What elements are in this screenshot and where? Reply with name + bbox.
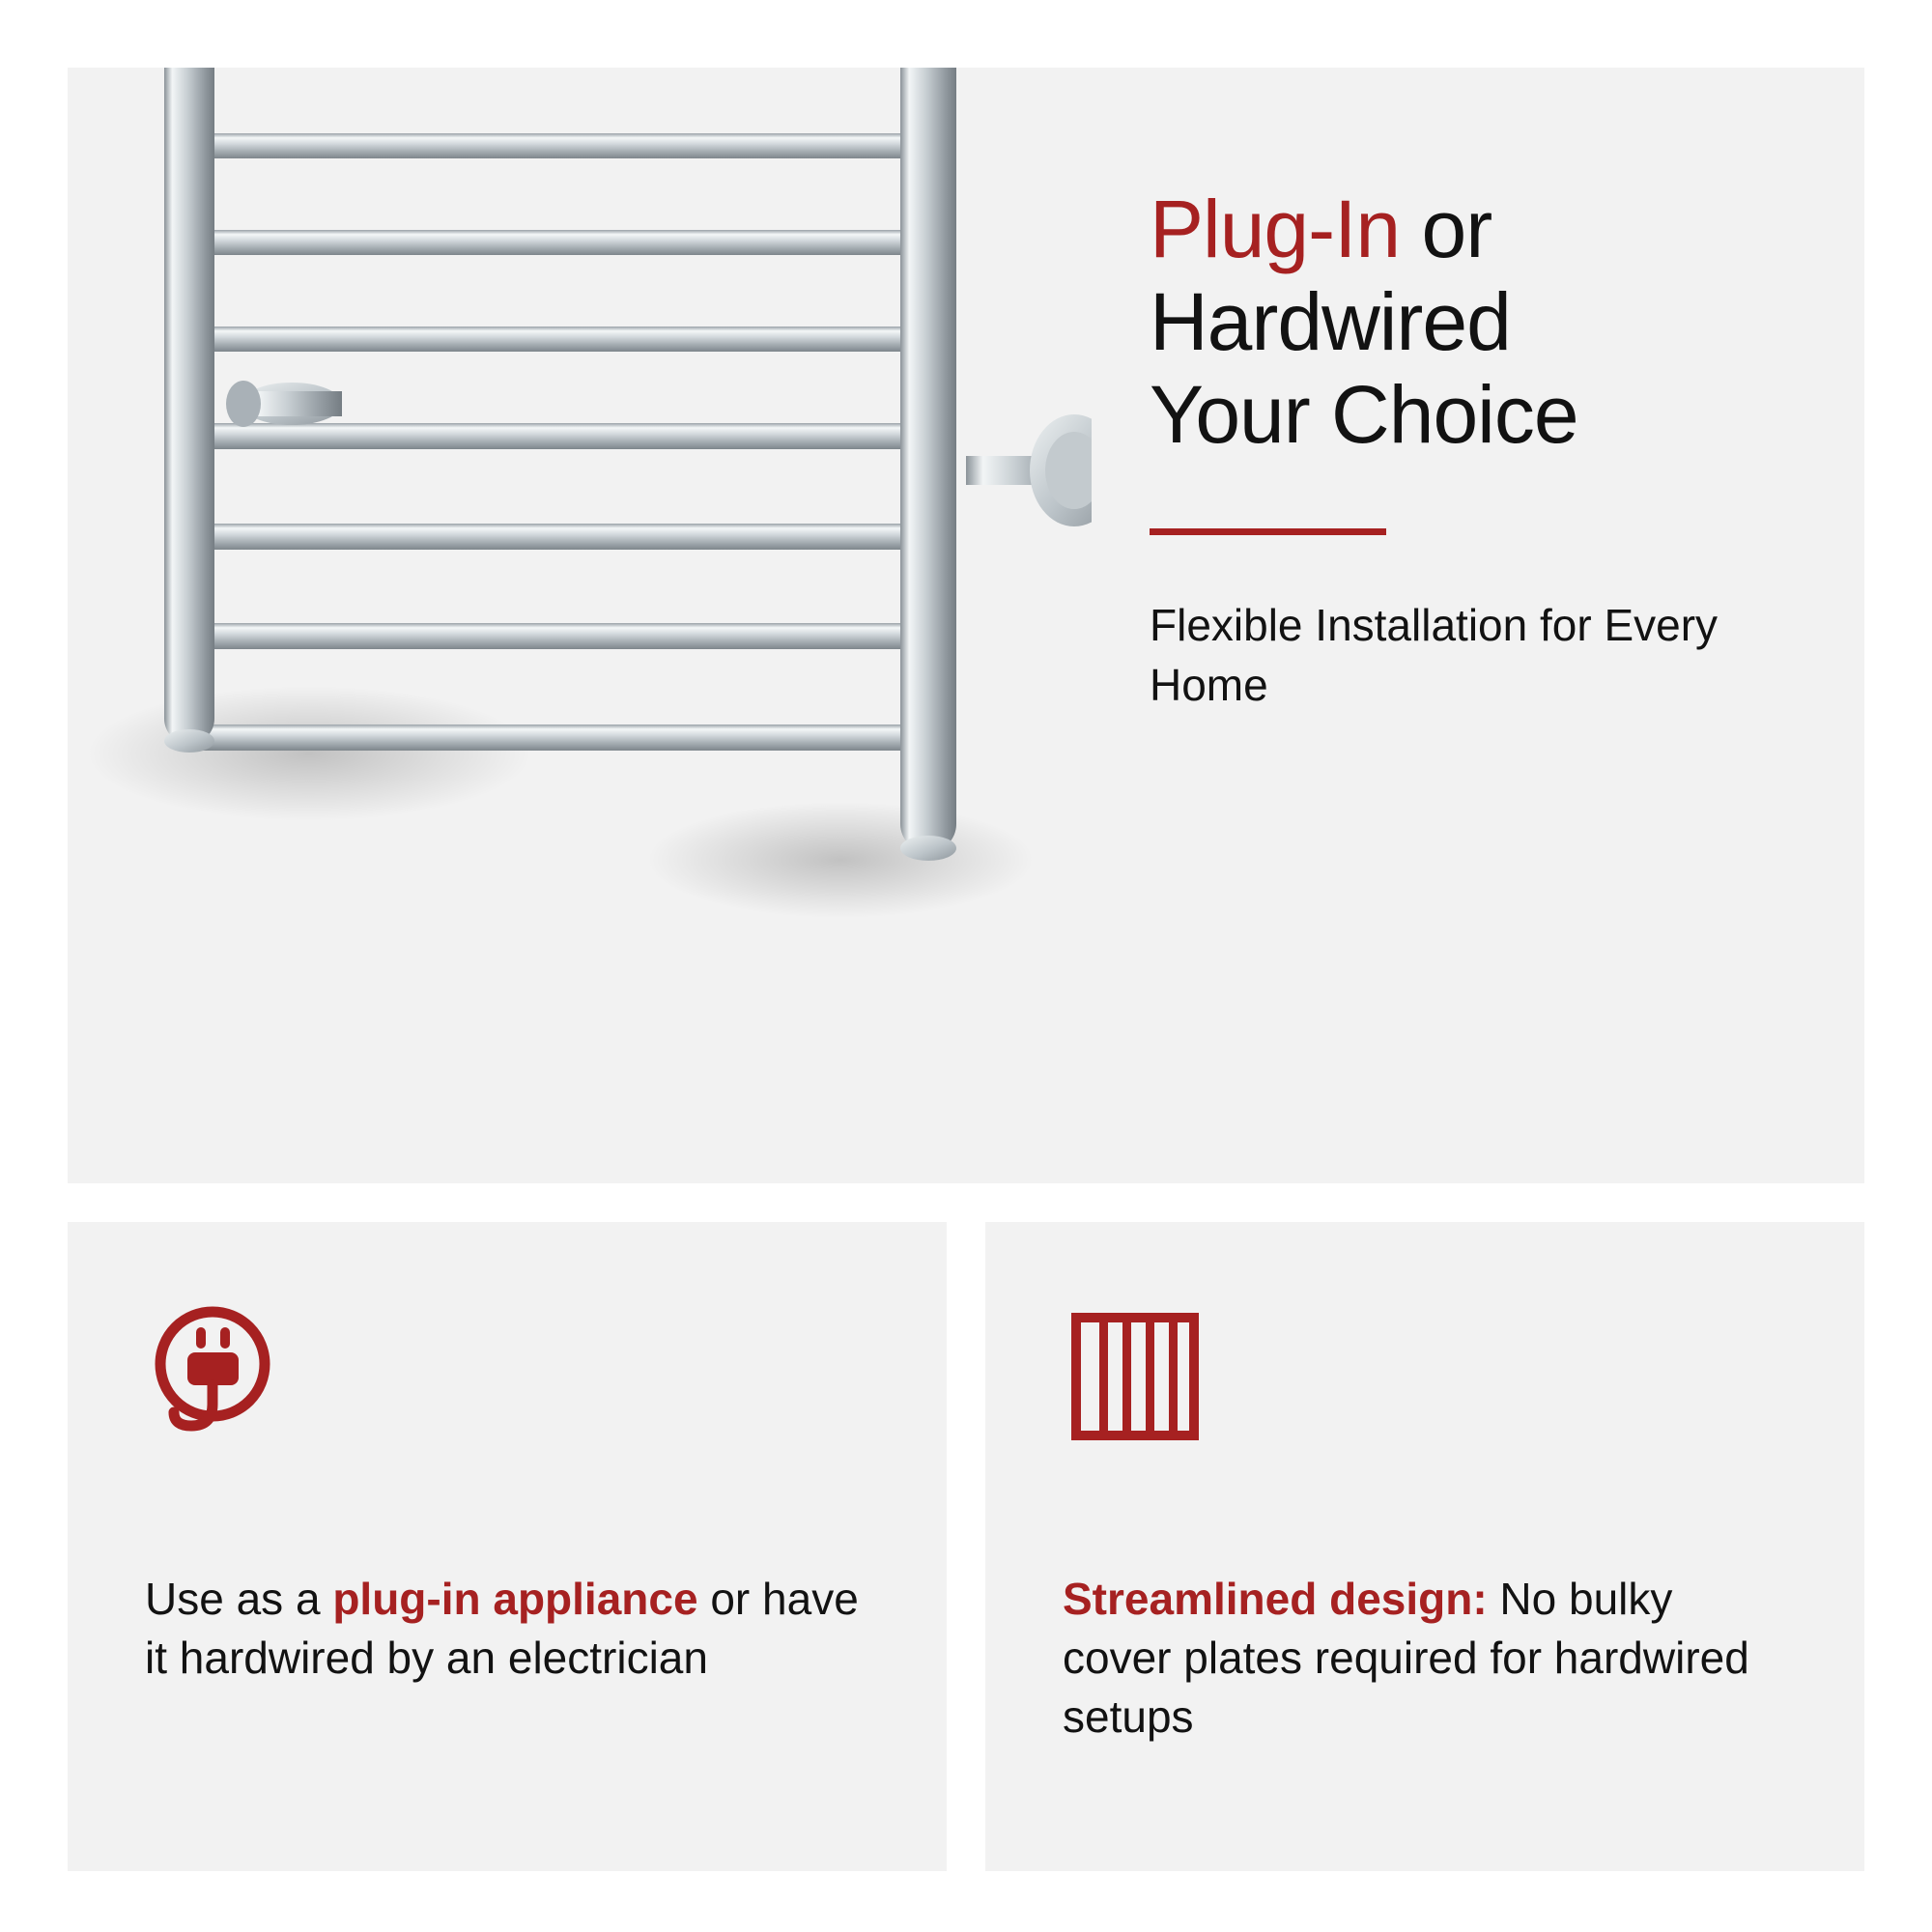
headline-line-3: Your Choice xyxy=(1150,368,1578,460)
hero-subhead: Flexible Installation for Every Home xyxy=(1150,600,1719,711)
feature-cards xyxy=(68,1222,1864,1871)
card-2-text xyxy=(1063,1570,1787,1747)
page-title xyxy=(1150,184,1777,461)
wall-bracket-right xyxy=(966,414,1092,526)
card-1-text xyxy=(145,1570,869,1688)
card-1-rest: or have it hardwired by an electrician xyxy=(145,1574,859,1684)
plug-icon-wrap xyxy=(145,1304,869,1449)
hero-panel xyxy=(68,68,1864,1183)
product-image xyxy=(68,68,1092,1183)
feature-card-streamlined xyxy=(985,1222,1864,1871)
feature-card-plug-in xyxy=(68,1222,947,1871)
card-2-rest: No bulky cover plates required for hardwired setups xyxy=(1063,1574,1749,1743)
plug-icon xyxy=(145,1304,290,1449)
radiator-grille-icon-wrap xyxy=(1063,1304,1787,1449)
headline-line-2: Hardwired xyxy=(1150,275,1511,367)
card-2-bold: Streamlined design: xyxy=(1063,1574,1488,1624)
title-divider xyxy=(1150,528,1386,535)
card-1-lead: Use as a xyxy=(145,1574,333,1624)
towel-rail-illustration xyxy=(68,68,1092,1053)
wall-bracket-left xyxy=(226,381,342,427)
headline-accent: Plug-In xyxy=(1150,184,1401,274)
card-1-bold: plug-in appliance xyxy=(332,1574,698,1624)
radiator-grille-icon xyxy=(1063,1304,1208,1449)
headline-rest: or xyxy=(1400,184,1492,274)
hero-text-block xyxy=(1092,68,1864,1183)
